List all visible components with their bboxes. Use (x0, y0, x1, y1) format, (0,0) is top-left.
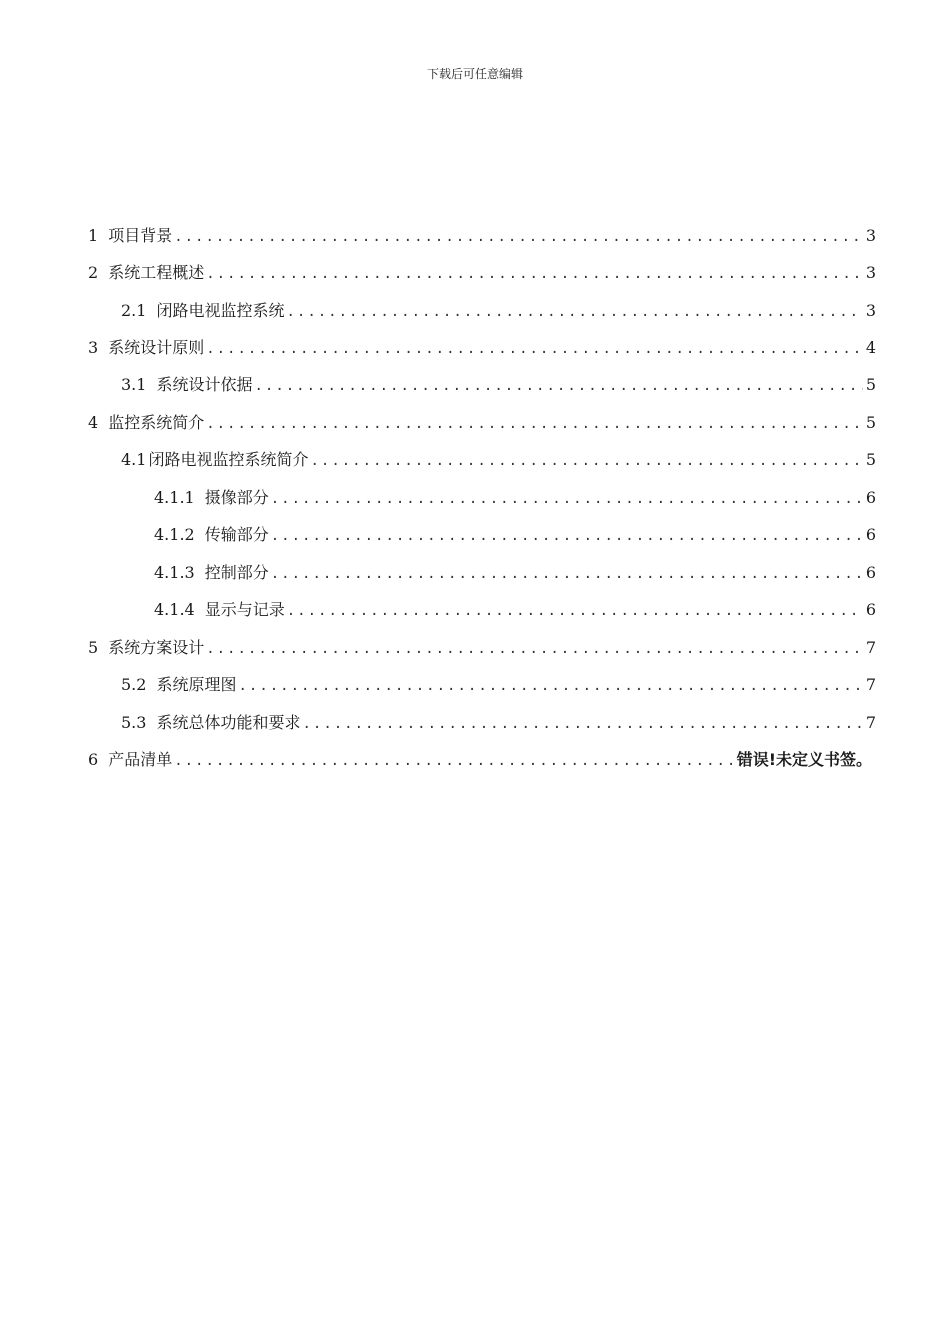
toc-number: 2 (88, 263, 99, 282)
toc-entry[interactable] (121, 445, 876, 475)
toc-leader (174, 222, 863, 251)
toc-title: 系统方案设计 (108, 638, 205, 657)
toc-number: 6 (88, 750, 99, 769)
toc-leader (287, 596, 863, 625)
header-note: 下载后可任意编辑 (426, 67, 523, 81)
toc-number: 5.3 (121, 713, 147, 732)
toc-entry[interactable] (121, 296, 876, 326)
toc-title: 系统设计依据 (156, 375, 253, 394)
toc-number: 2.1 (121, 301, 147, 320)
toc-leader (302, 709, 862, 738)
toc-entry[interactable] (154, 558, 876, 588)
toc-title: 显示与记录 (204, 600, 285, 619)
toc-title: 闭路电视监控系统 (156, 301, 285, 320)
toc-title: 闭路电视监控系统简介 (148, 450, 309, 469)
toc-leader (238, 671, 862, 700)
toc-number: 4 (88, 413, 99, 432)
toc-number: 3.1 (121, 375, 147, 394)
toc-page-number: 6 (865, 488, 876, 507)
toc-entry[interactable] (121, 370, 876, 400)
toc-entry[interactable] (121, 670, 876, 700)
toc-page-number: 6 (865, 563, 876, 582)
toc-title: 系统设计原则 (108, 338, 205, 357)
toc-leader (174, 746, 733, 775)
toc-leader (206, 409, 863, 438)
toc-page-number: 3 (865, 263, 876, 282)
toc-number: 3 (88, 338, 99, 357)
toc-page-number: 7 (865, 675, 876, 694)
toc-page-number: 5 (865, 413, 876, 432)
toc-title: 控制部分 (204, 563, 269, 582)
toc-entry[interactable] (88, 633, 876, 663)
toc-page-number: 4 (865, 338, 876, 357)
toc-title: 系统工程概述 (108, 263, 205, 282)
toc-title: 系统原理图 (156, 675, 237, 694)
toc-title: 项目背景 (108, 226, 173, 245)
toc-leader (310, 446, 862, 475)
toc-title: 监控系统简介 (108, 413, 205, 432)
toc-number: 4.1 (121, 450, 147, 469)
toc-leader (254, 371, 862, 400)
toc-leader (206, 634, 863, 663)
toc-entry[interactable] (88, 258, 876, 288)
toc-page-number: 6 (865, 525, 876, 544)
toc-entry[interactable] (154, 483, 876, 513)
toc-number: 4.1.4 (154, 600, 195, 619)
toc-page-number: 3 (865, 301, 876, 320)
toc-number: 5 (88, 638, 99, 657)
toc-page-number: 6 (865, 600, 876, 619)
toc-entry[interactable] (154, 520, 876, 550)
toc-number: 4.1.3 (154, 563, 195, 582)
toc-entry[interactable] (121, 708, 876, 738)
toc-page-number: 7 (865, 638, 876, 657)
toc-entry[interactable] (88, 221, 876, 251)
toc-entry[interactable] (154, 595, 876, 625)
toc-leader (271, 484, 863, 513)
toc-title: 系统总体功能和要求 (156, 713, 301, 732)
toc-entry[interactable] (88, 333, 876, 363)
toc-page-number: 3 (865, 226, 876, 245)
toc-page-number: 5 (865, 450, 876, 469)
toc-number: 4.1.1 (154, 488, 195, 507)
toc-leader (271, 559, 863, 588)
toc-title: 传输部分 (204, 525, 269, 544)
toc-page-error: 错误!未定义书签。 (736, 750, 872, 769)
toc-title: 产品清单 (108, 750, 173, 769)
toc-entry[interactable] (88, 745, 872, 775)
toc-number: 1 (88, 226, 99, 245)
toc-number: 4.1.2 (154, 525, 195, 544)
toc-title: 摄像部分 (204, 488, 269, 507)
toc-leader (286, 297, 862, 326)
toc-entry[interactable] (88, 408, 876, 438)
toc-leader (206, 334, 863, 363)
toc-page-number: 5 (865, 375, 876, 394)
toc-leader (206, 259, 863, 288)
toc-leader (271, 521, 863, 550)
toc-number: 5.2 (121, 675, 147, 694)
toc-page-number: 7 (865, 713, 876, 732)
